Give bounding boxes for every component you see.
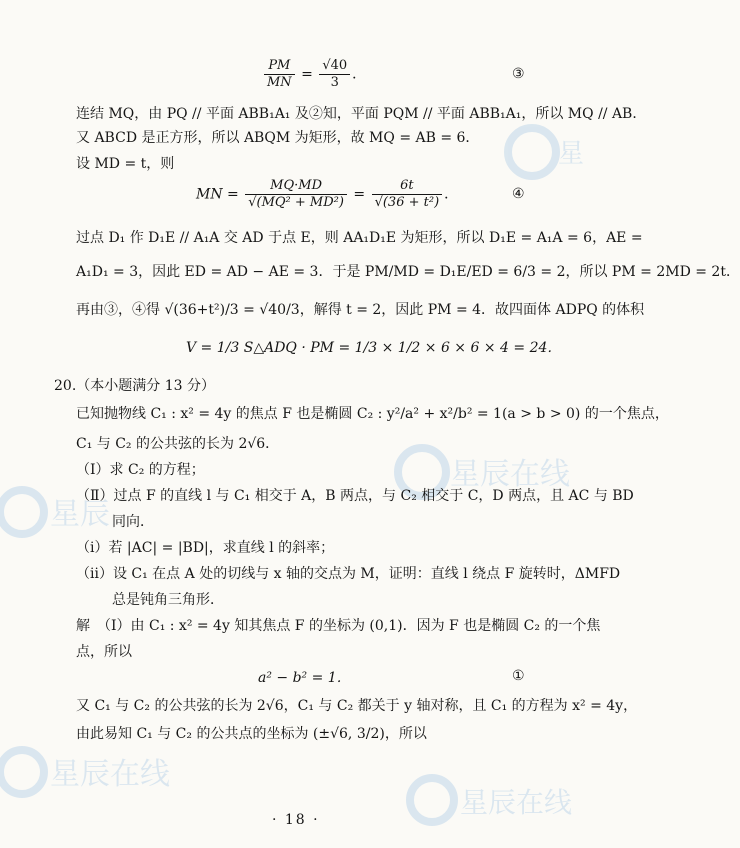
equation-4: MN = $\frac{MQ\cdot MD}{\text{√(MQ² + MD²)}}$ = $\frac{6t}{\text{√(36 + t²)}}$ ． — [196, 178, 459, 210]
solution-line: 解 （Ⅰ）由 C₁ : x² = 4y 知其焦点 F 的坐标为 (0,1)．因为 F 也是椭圆 C₂ 的一个焦 — [76, 618, 601, 634]
paragraph-line: A₁D₁ = 3，因此 ED = AD − AE = 3．于是 PM/MD = D₁E/ED = 6/3 = 2，所以 PM = 2MD = 2t． — [76, 264, 740, 280]
equation-3: $\frac{PM}{MN}$ = $\frac{√40}{3}$ ． — [262, 58, 366, 91]
equation-tag-4: ④ — [512, 186, 525, 202]
watermark-text: 星辰 — [50, 497, 110, 532]
watermark-text: 星辰在线 — [50, 757, 170, 792]
question-line: （ⅰ）若 |AC| = |BD|，求直线 l 的斜率； — [76, 540, 335, 556]
equation-tag-1: ① — [512, 668, 525, 684]
question-heading: 20.（本小题满分 13 分） — [54, 378, 215, 394]
question-line: C₁ 与 C₂ 的公共弦的长为 2√6． — [76, 436, 280, 452]
question-line: （Ⅰ）求 C₂ 的方程； — [76, 462, 205, 478]
paragraph-line: 连结 MQ，由 PQ // 平面 ABB₁A₁ 及②知，平面 PQM // 平面 ABB₁A₁，所以 MQ // AB． — [76, 106, 647, 122]
watermark-text: 星 — [558, 139, 585, 169]
watermark-text: 星辰在线 — [460, 786, 573, 819]
solution-line: 点，所以 — [76, 644, 132, 660]
paragraph-line: 又 ABCD 是正方形，所以 ABQM 为矩形，故 MQ = AB = 6． — [76, 130, 480, 146]
paragraph-line: 设 MD = t，则 — [76, 156, 175, 172]
paragraph-line: 过点 D₁ 作 D₁E // A₁A 交 AD 于点 E，则 AA₁D₁E 为矩形，所以 D₁E = A₁A = 6，AE = — [76, 230, 643, 246]
paragraph-line: 再由③，④得 √(36+t²)/3 = √40/3，解得 t = 2，因此 PM = 4．故四面体 ADPQ 的体积 — [76, 302, 645, 318]
question-line: 同向． — [112, 514, 154, 530]
solution-line: 又 C₁ 与 C₂ 的公共弦的长为 2√6，C₁ 与 C₂ 都关于 y 轴对称，且 C₁ 的方程为 x² = 4y， — [76, 698, 638, 714]
watermark-text: 星辰在线 — [450, 457, 570, 492]
watermark-logo — [500, 120, 600, 190]
question-line: （ⅱ）设 C₁ 在点 A 处的切线与 x 轴的交点为 M，证明：直线 l 绕点 F 旋转时，ΔMFD — [76, 566, 621, 582]
watermark-logo — [0, 740, 200, 810]
page-number: · 18 · — [272, 812, 320, 828]
equation-1: a² − b² = 1． — [258, 670, 351, 686]
volume-equation: V = 1/3 S△ADQ · PM = 1/3 × 1/2 × 6 × 6 × 4 = 24． — [186, 340, 562, 356]
solution-line: 由此易知 C₁ 与 C₂ 的公共点的坐标为 (±√6, 3/2)，所以 — [76, 726, 427, 742]
question-line: 已知抛物线 C₁ : x² = 4y 的焦点 F 也是椭圆 C₂ : y²/a² + x²/b² = 1(a > b > 0) 的一个焦点， — [76, 406, 669, 422]
watermark-logo — [400, 770, 600, 830]
question-line: 总是钝角三角形． — [112, 592, 224, 608]
equation-tag-3: ③ — [512, 66, 525, 82]
question-line: （Ⅱ）过点 F 的直线 l 与 C₁ 相交于 A，B 两点，与 C₂ 相交于 C，D 两点，且 AC 与 BD — [76, 488, 634, 504]
